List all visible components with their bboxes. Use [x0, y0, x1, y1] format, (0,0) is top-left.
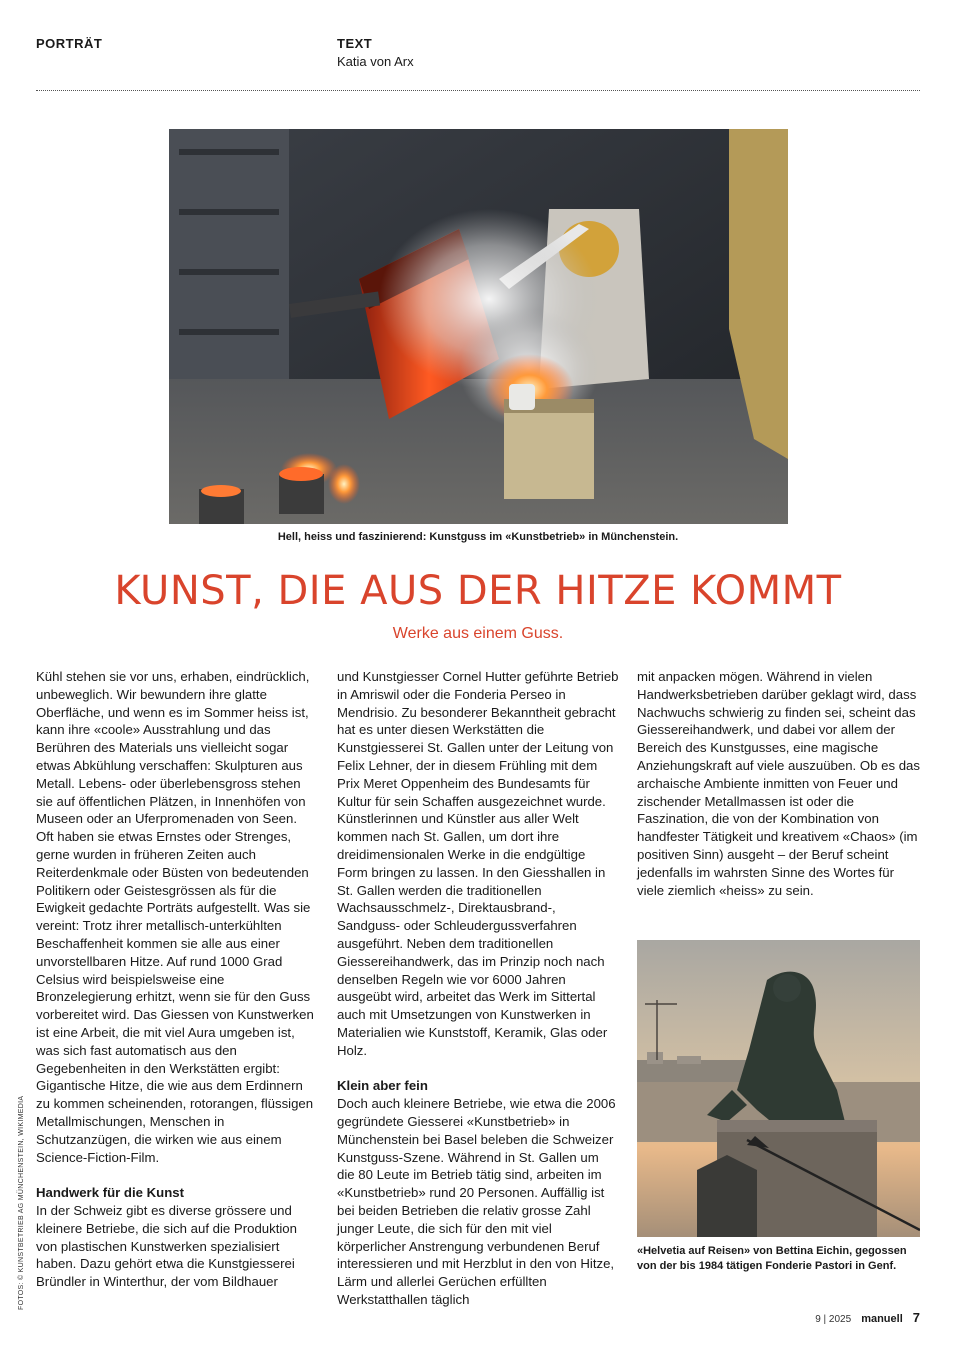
paragraph: und Kunstgiesser Cornel Hutter geführte Betrieb in Amriswil oder die Fonderia Perseo in Mendrisio. Zu besonderer Bekanntheit gebracht hat es unter diesen Werkstätten die Kunstgiesserei St. Gallen unter der Leitung von Felix Lehner, der in diesem Frühling mit dem Prix Meret Oppenheim des Bundesamts für Kultur für sein Schaffen ausgezeichnet wurde. Künstlerinnen und Künstler aus aller Welt kommen nach St. Gallen, um dort ihre dreidimensionalen Werke in die endgültige Form bringen zu lassen. In den Giesshallen in St. Gallen werden die traditionellen Wachsausschmelz-, Direktausbrand-, Sandguss- oder Schleudergussverfahren ausgeführt. Neben dem traditionellen Giessereihandwerk, das im Prinzip noch nach denselben Regeln wie vor 6000 Jahren ausgeübt wird, arbeitet das Werk im Sittertal auch mit Umsetzungen von Kunstwerken in Materialien wie Kunststoff, Keramik, Glas oder Holz.	[337, 669, 619, 1058]
photo-credit: FOTOS: © KUNSTBETRIEB AG MÜNCHENSTEIN, WIKIMEDIA	[18, 1095, 25, 1310]
magazine-brand: manuell	[861, 1313, 903, 1325]
paragraph: In der Schweiz gibt es diverse grössere und kleinere Betriebe, die sich auf die Produktion von plastischen Kunstwerken spezialisiert haben. Dazu gehört etwa die Kunstgiesserei Bründler in Winterthur, der vom Bildhauer	[36, 1202, 297, 1290]
header-divider	[36, 90, 920, 91]
section-heading: Klein aber fein	[337, 1078, 428, 1094]
author-name: Katia von Arx	[337, 54, 414, 69]
section-heading: Handwerk für die Kunst	[36, 1185, 185, 1201]
article-column-1	[36, 668, 318, 1291]
issue-number: 9 | 2025	[815, 1314, 852, 1325]
article-subtitle: Werke aus einem Guss.	[392, 625, 564, 642]
hero-caption: Hell, heiss und faszinierend: Kunstguss im «Kunstbetrieb» in Münchenstein.	[277, 531, 679, 543]
statue-photo	[637, 940, 920, 1237]
article-title: KUNST, DIE AUS DER HITZE KOMMT	[114, 568, 842, 614]
hero-photo	[169, 129, 788, 524]
statue-caption: «Helvetia auf Reisen» von Bettina Eichin, gegossen von der bis 1984 tätigen Fonderie Pastori in Genf.	[637, 1245, 907, 1272]
article-column-3	[637, 668, 921, 899]
text-label: TEXT	[337, 36, 373, 51]
paragraph: mit anpacken mögen. Während in vielen Handwerksbetrieben darüber geklagt wird, dass Nachwuchs schwierig zu finden sei, scheint das Giessereihandwerk, und dabei vor allem der Bereich des Kunstgusses, eine magische Anziehungskraft auf viele auszuüben. Ob es das archaische Ambiente inmitten von Feuer und zischender Metallmassen ist oder die Faszination, die von der Kombination von handfester Tätigkeit und kreativem «Chaos» (im positiven Sinn) ausgeht – der Beruf scheint jedenfalls im wahrsten Sinne des Wortes für viele ziemlich «heiss» zu sein.	[637, 669, 920, 898]
section-label: PORTRÄT	[36, 36, 103, 51]
page-number: 7	[912, 1310, 920, 1325]
article-column-2	[337, 668, 619, 1309]
paragraph: Doch auch kleinere Betriebe, wie etwa die 2006 gegründete Giesserei «Kunstbetrieb» in Münchenstein bei Basel beleben die Schweizer Kunstguss-Szene. Während in St. Gallen um die 80 Leute im Betrieb tätig sind, arbeiten im «Kunstbetrieb» rund 20 Personen. Auffällig ist bei beiden Betrieben die relativ grosse Zahl junger Leute, die sich für den mit viel körperlicher Anstrengung verbundenen Beruf interessieren und mit Herzblut in den von Hitze, Lärm und allerlei Gerüchen erfüllten Werkstatthallen täglich	[337, 1096, 616, 1307]
page-footer	[815, 1310, 920, 1325]
paragraph: Kühl stehen sie vor uns, erhaben, eindrücklich, unbeweglich. Wir bewundern ihre glatte Oberfläche, und wenn es im Sommer heiss ist, kann ihre «coole» Ausstrahlung und das Berühren des Materials uns vielleicht sogar etwas Abkühlung verschaffen: Skulpturen aus Metall. Lebens- oder überlebensgross stehen sie auf öffentlichen Plätzen, in Innenhöfen von Museen oder an Uferpromenaden von Seen. Oft haben sie etwas Ernstes oder Strenges, gerne wurden in früheren Zeiten auch Reiterdenkmale oder Büsten von bedeutenden Politikern oder Geistesgrössen als für die Ewigkeit gedachte Porträts aufgestellt. Was sie vereint: Trotz ihrer metallisch-unterkühlten Beschaffenheit kommen sie alle aus einer unvorstellbaren Hitze. Auf rund 1000 Grad Celsius wird beispielsweise eine Bronzelegierung erhitzt, wenn sie für den Guss vorbereitet wird. Das Giessen von Kunstwerken ist eine Arbeit, die mit viel Aura umgeben ist, was sich fast automatisch aus den Gegebenheiten in den Werkstätten ergibt: Gigantische Hitze, die wie aus dem Erdinnern zu kommen scheinenden, rotorangen, flüssigen Metallmischungen, Menschen in Schutzanzügen, die wirken wie aus einem Science-Fiction-Film.	[36, 669, 314, 1165]
